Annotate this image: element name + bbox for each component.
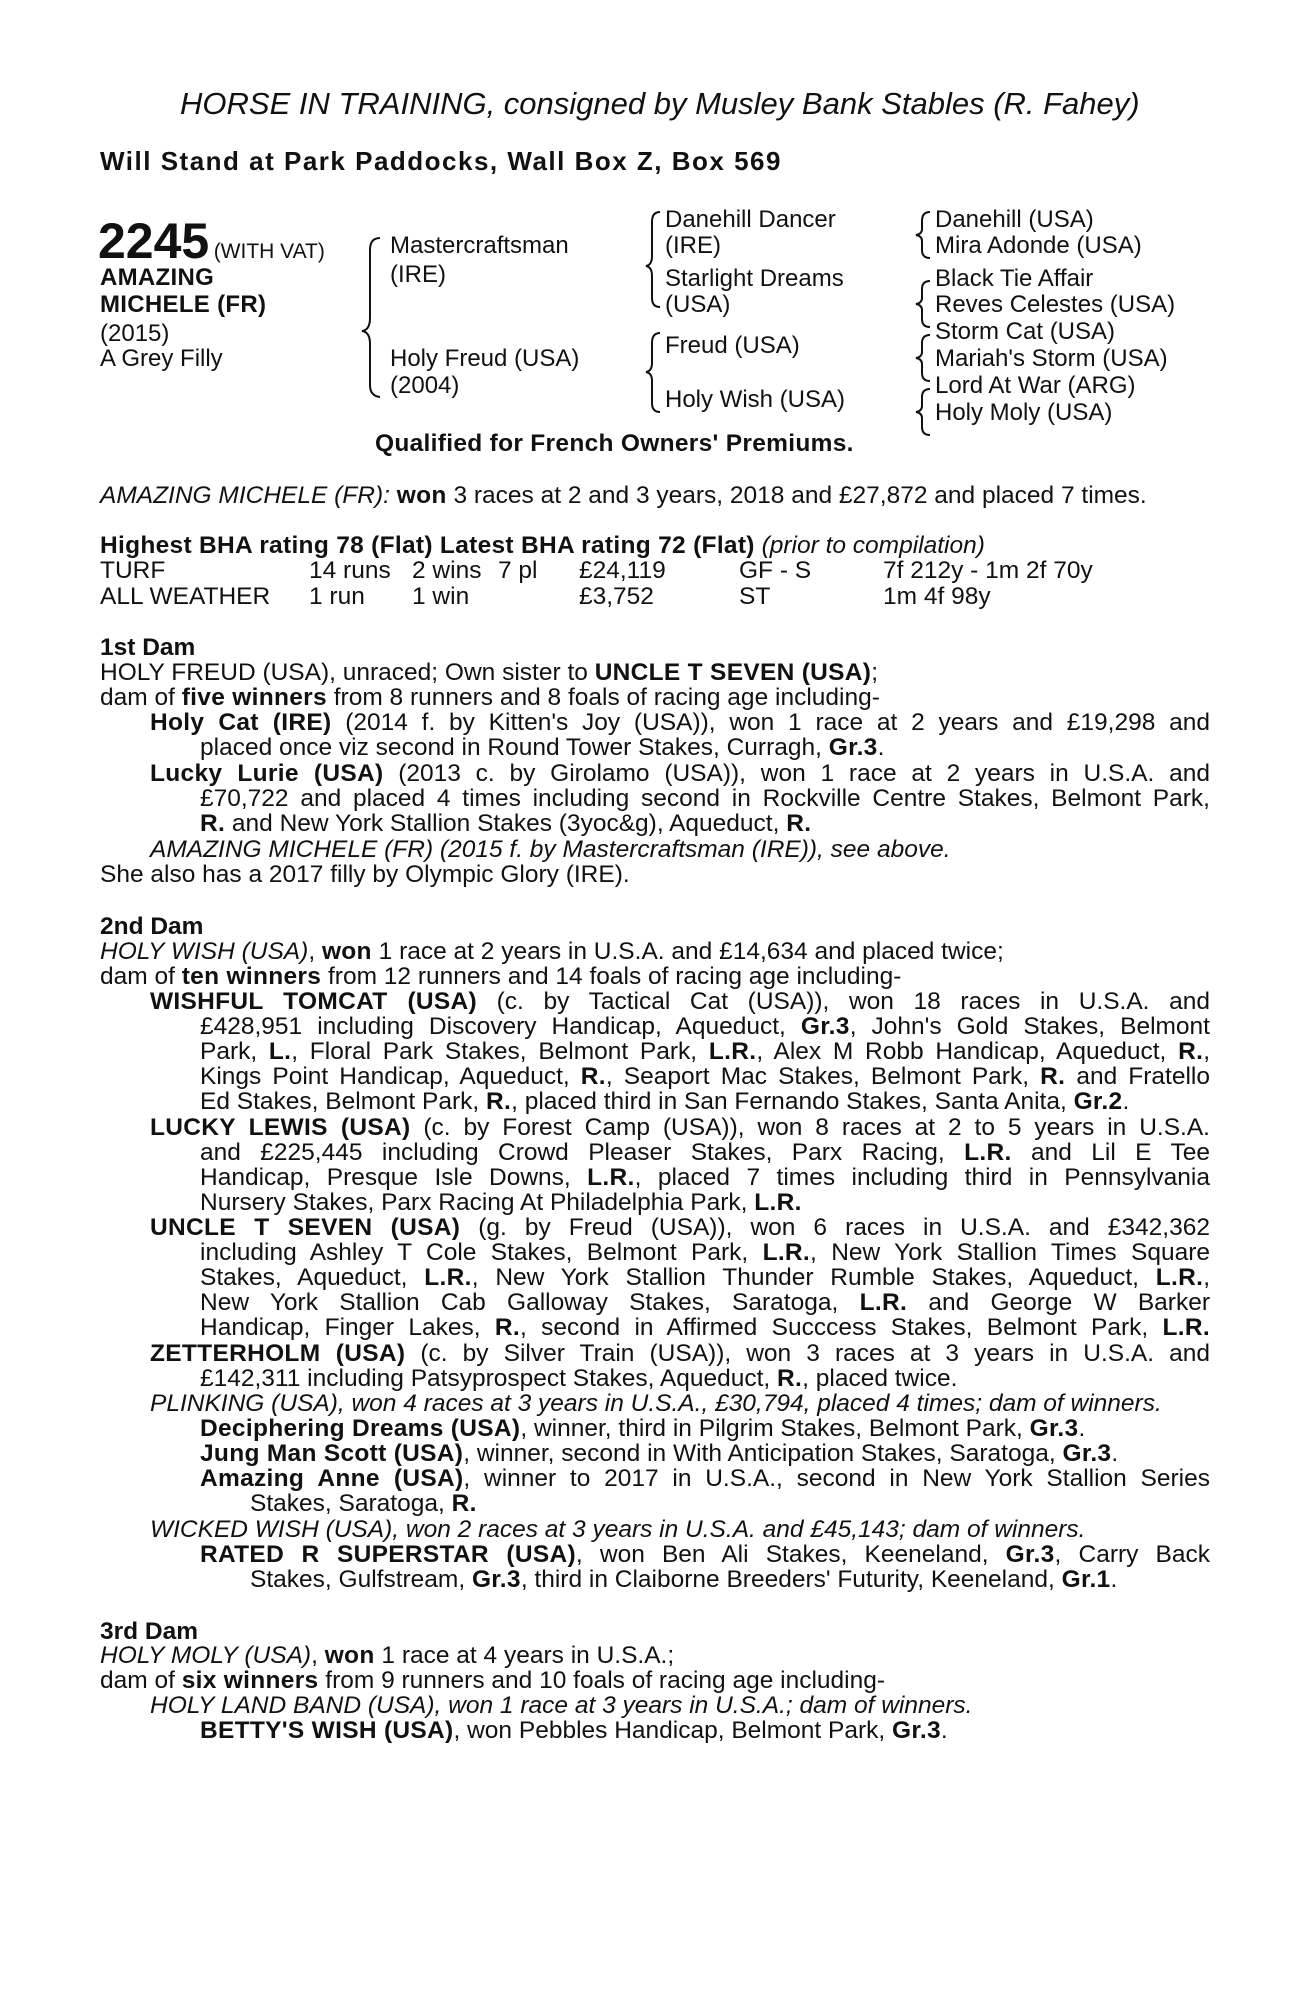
aw-prize: £3,752 (579, 583, 654, 610)
produce-amazing-michele: AMAZING MICHELE (FR) (2015 f. by Mastercraftsman (IRE)), see above. (150, 836, 951, 863)
page-title: HORSE IN TRAINING, consigned by Musley Bank Stables (R. Fahey) (180, 86, 1140, 121)
holy-land-band-bettys-wish: BETTY'S WISH (USA), won Pebbles Handicap, Belmont Park, Gr.3. (200, 1717, 948, 1744)
produce-holy-cat-cont: placed once viz second in Round Tower Stakes, Curragh, Gr.3. (200, 734, 885, 761)
great-granddam-1: Mira Adonde (USA) (935, 232, 1142, 259)
second-dam-line: HOLY WISH (USA), won 1 race at 2 years in U.S.A. and £14,634 and placed twice; (100, 938, 1004, 965)
produce-lucky-lurie-cont1: £70,722 and placed 4 times including second in Rockville Centre Stakes, Belmont Park, (200, 785, 1210, 812)
turf-surface: TURF (100, 557, 166, 584)
great-grandsire-1: Danehill (USA) (935, 206, 1094, 233)
third-dam-heading: 3rd Dam (100, 1618, 199, 1645)
great-granddam-4: Holy Moly (USA) (935, 399, 1113, 426)
uncle-t-seven-cont4: Handicap, Finger Lakes, R., second in Affirmed Succcess Stakes, Belmont Park, L.R. (200, 1314, 1210, 1341)
produce-wicked-wish: WICKED WISH (USA), won 2 races at 3 years in U.S.A. and £45,143; dam of winners. (150, 1516, 1086, 1543)
wishful-tomcat-cont3: Kings Point Handicap, Aqueduct, R., Seaport Mac Stakes, Belmont Park, R. and Fratello (200, 1063, 1210, 1090)
uncle-t-seven-cont3: New York Stallion Cab Galloway Stakes, Saratoga, L.R. and George W Barker (200, 1289, 1211, 1316)
first-dam-line: HOLY FREUD (USA), unraced; Own sister to UNCLE T SEVEN (USA); (100, 659, 879, 686)
plinking-amazing-anne: Amazing Anne (USA), winner to 2017 in U.S.A., second in New York Stallion Series (200, 1465, 1211, 1492)
aw-runs: 1 run (309, 583, 365, 610)
turf-distance: 7f 212y - 1m 2f 70y (883, 557, 1093, 584)
produce-holy-cat: Holy Cat (IRE) (2014 f. by Kitten's Joy (USA)), won 1 race at 2 years and £19,298 and (150, 709, 1210, 736)
stand-location: Will Stand at Park Paddocks, Wall Box Z, Box 569 (100, 146, 782, 176)
produce-wishful-tomcat: WISHFUL TOMCAT (USA) (c. by Tactical Cat (USA)), won 18 races in U.S.A. and (150, 988, 1211, 1015)
lucky-lewis-cont3: Nursery Stakes, Parx Racing At Philadelphia Park, L.R. (200, 1189, 802, 1216)
produce-holy-land-band: HOLY LAND BAND (USA), won 1 race at 3 years in U.S.A.; dam of winners. (150, 1692, 973, 1719)
plinking-jung-man-scott: Jung Man Scott (USA), winner, second in With Anticipation Stakes, Saratoga, Gr.3. (200, 1440, 1119, 1467)
premiums-note: Qualified for French Owners' Premiums. (375, 430, 854, 457)
first-dam-produce-line: dam of five winners from 8 runners and 8 foals of racing age including- (100, 684, 880, 711)
produce-lucky-lewis: LUCKY LEWIS (USA) (c. by Forest Camp (USA)), won 8 races at 2 to 5 years in U.S.A. (150, 1114, 1210, 1141)
race-summary: AMAZING MICHELE (FR): won 3 races at 2 and 3 years, 2018 and £27,872 and placed 7 times. (100, 482, 1147, 509)
plinking-deciphering-dreams: Deciphering Dreams (USA), winner, third in Pilgrim Stakes, Belmont Park, Gr.3. (200, 1415, 1086, 1442)
ratings-line: Highest BHA rating 78 (Flat) Latest BHA rating 72 (Flat) (prior to compilation) (100, 532, 985, 559)
wicked-wish-rated-r-superstar: RATED R SUPERSTAR (USA), won Ben Ali Stakes, Keeneland, Gr.3, Carry Back (200, 1541, 1210, 1568)
horse-name-line2: MICHELE (FR) (100, 291, 267, 318)
great-granddam-2: Reves Celestes (USA) (935, 291, 1176, 318)
produce-plinking: PLINKING (USA), won 4 races at 3 years in U.S.A., £30,794, placed 4 times; dam of winners. (150, 1390, 1162, 1417)
horse-year: (2015) (100, 320, 170, 347)
turf-prize: £24,119 (579, 557, 666, 584)
sire-country: (IRE) (390, 261, 446, 288)
grandsire-2: Freud (USA) (665, 332, 800, 359)
great-grandsire-2: Black Tie Affair (935, 265, 1094, 292)
third-dam-line: HOLY MOLY (USA), won 1 race at 4 years in U.S.A.; (100, 1642, 675, 1669)
uncle-t-seven-cont2: Stakes, Aqueduct, L.R., New York Stallion Thunder Rumble Stakes, Aqueduct, L.R., (200, 1264, 1211, 1291)
wishful-tomcat-cont2: Park, L., Floral Park Stakes, Belmont Park, L.R., Alex M Robb Handicap, Aqueduct, R., (200, 1038, 1210, 1065)
wishful-tomcat-cont4: Ed Stakes, Belmont Park, R., placed third in San Fernando Stakes, Santa Anita, Gr.2. (200, 1088, 1130, 1115)
rated-r-superstar-cont: Stakes, Gulfstream, Gr.3, third in Claiborne Breeders' Futurity, Keeneland, Gr.1. (250, 1566, 1118, 1593)
first-dam-also: She also has a 2017 filly by Olympic Glory (IRE). (100, 861, 630, 888)
turf-runs: 14 runs (309, 557, 391, 584)
great-granddam-3: Mariah's Storm (USA) (935, 345, 1168, 372)
horse-description: A Grey Filly (100, 345, 223, 372)
first-dam-heading: 1st Dam (100, 634, 196, 661)
granddam-1-line2: (USA) (665, 291, 731, 318)
great-grandsire-3: Storm Cat (USA) (935, 318, 1116, 345)
produce-uncle-t-seven: UNCLE T SEVEN (USA) (g. by Freud (USA)), won 6 races in U.S.A. and £342,362 (150, 1214, 1210, 1241)
lucky-lewis-cont2: Handicap, Presque Isle Downs, L.R., placed 7 times including third in Pennsylvania (200, 1164, 1211, 1191)
horse-name-line1: AMAZING (100, 264, 215, 291)
vat-label: (WITH VAT) (213, 240, 325, 263)
granddam-1-line1: Starlight Dreams (665, 265, 844, 292)
wishful-tomcat-cont1: £428,951 including Discovery Handicap, Aqueduct, Gr.3, John's Gold Stakes, Belmont (200, 1013, 1210, 1040)
zetterholm-cont: £142,311 including Patsyprospect Stakes, Aqueduct, R., placed twice. (200, 1365, 958, 1392)
grandsire-1-line2: (IRE) (665, 232, 721, 259)
great-grandsire-4: Lord At War (ARG) (935, 372, 1136, 399)
aw-wins: 1 win (412, 583, 470, 610)
amazing-anne-cont: Stakes, Saratoga, R. (250, 1490, 477, 1517)
grandsire-1-line1: Danehill Dancer (665, 206, 836, 233)
second-dam-heading: 2nd Dam (100, 913, 204, 940)
granddam-2: Holy Wish (USA) (665, 386, 846, 413)
sire-name: Mastercraftsman (390, 232, 569, 259)
lot-number-value: 2245 (98, 213, 210, 269)
aw-surface: ALL WEATHER (100, 583, 271, 610)
turf-placed: 7 pl (498, 557, 538, 584)
turf-wins: 2 wins (412, 557, 482, 584)
uncle-t-seven-cont1: including Ashley T Cole Stakes, Belmont Park, L.R., New York Stallion Times Square (200, 1239, 1210, 1266)
second-dam-produce-line: dam of ten winners from 12 runners and 14 foals of racing age including- (100, 963, 902, 990)
third-dam-produce-line: dam of six winners from 9 runners and 10 foals of racing age including- (100, 1667, 886, 1694)
produce-lucky-lurie-cont2: R. and New York Stallion Stakes (3yoc&g), Aqueduct, R. (200, 810, 812, 837)
aw-going: ST (739, 583, 771, 610)
dam-year: (2004) (390, 372, 460, 399)
aw-distance: 1m 4f 98y (883, 583, 991, 610)
dam-name: Holy Freud (USA) (390, 345, 580, 372)
lucky-lewis-cont1: and £225,445 including Crowd Pleaser Stakes, Parx Racing, L.R. and Lil E Tee (200, 1139, 1210, 1166)
produce-zetterholm: ZETTERHOLM (USA) (c. by Silver Train (USA)), won 3 races at 3 years in U.S.A. and (150, 1340, 1210, 1367)
produce-lucky-lurie: Lucky Lurie (USA) (2013 c. by Girolamo (USA)), won 1 race at 2 years in U.S.A. and (150, 760, 1210, 787)
turf-going: GF - S (739, 557, 812, 584)
